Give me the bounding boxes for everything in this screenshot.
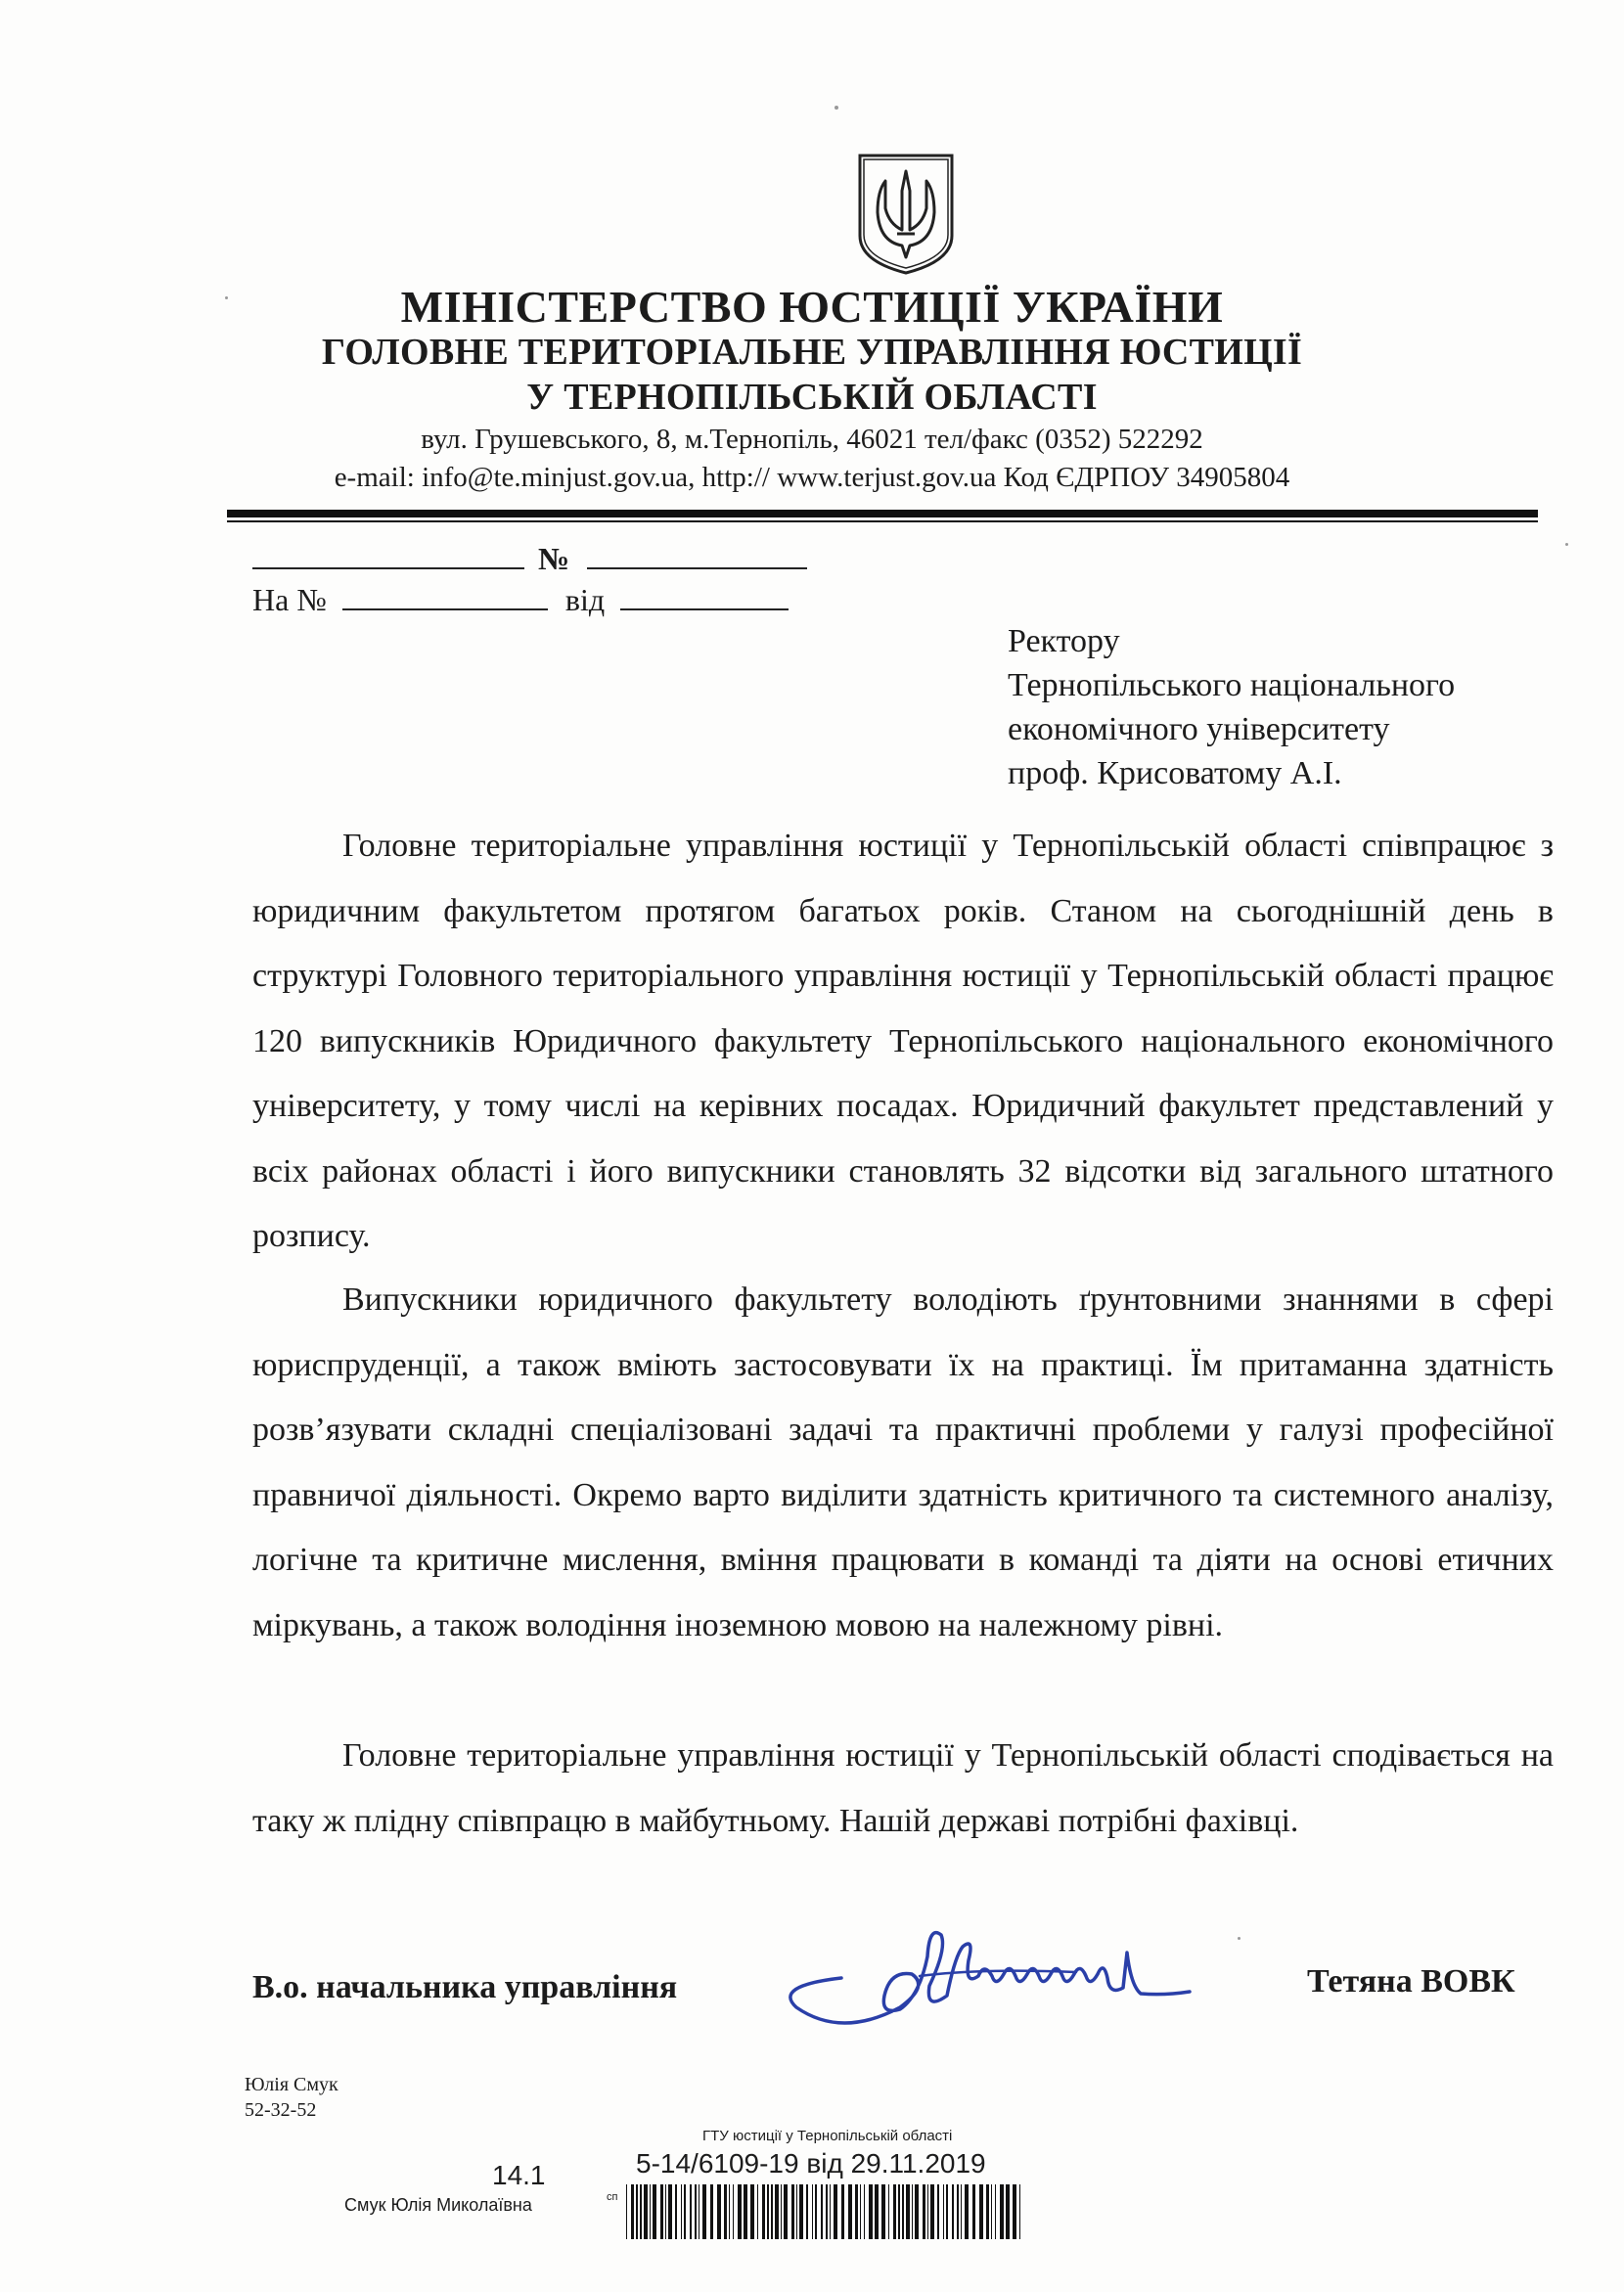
signatory-name: Тетяна ВОВК	[1307, 1963, 1515, 2000]
barcode-bar	[927, 2184, 928, 2239]
body-paragraph-1: Головне територіальне управління юстиції у Тернопільській області співпрацює з юридичним факультетом протягом багатьох років. Станом на сьогоднішній день в структурі Головного територіального управління юстиції у Тернопільській області працює 120 випускників Юридичного факультету Тернопільського національного економічного університету, у тому числі на керівних посадах. Юридичний факультет представлений у всіх районах області і його випускники становлять 32 відсотки від загального штатного розпису.	[252, 828, 1554, 1254]
barcode-bar	[710, 2184, 713, 2239]
barcode-bar	[875, 2184, 879, 2239]
barcode-bar	[729, 2184, 730, 2239]
barcode-bar	[1013, 2184, 1016, 2239]
barcode-bar	[830, 2184, 831, 2239]
reply-number-blank	[342, 579, 548, 610]
barcode-bar	[771, 2184, 773, 2239]
barcode-bar	[799, 2184, 803, 2239]
barcode-bar	[784, 2184, 788, 2239]
barcode-bar	[681, 2184, 682, 2239]
executor-name: Юлія Смук	[245, 2074, 338, 2095]
addressee-line: Тернопільського національного	[1008, 667, 1456, 703]
outgoing-registration	[252, 538, 807, 577]
barcode-bar	[991, 2184, 992, 2239]
barcode-bar	[644, 2184, 648, 2239]
region-title: У ТЕРНОПІЛЬСЬКІЙ ОБЛАСТІ	[526, 377, 1098, 418]
barcode-bar	[1000, 2184, 1004, 2239]
barcode-bar	[812, 2184, 813, 2239]
barcode-bar	[834, 2184, 837, 2239]
contacts-line: e-mail: info@te.minjust.gov.ua, http:// www.terjust.gov.ua Код ЄДРПОУ 34905804	[334, 462, 1290, 493]
barcode-bar	[860, 2184, 861, 2239]
barcode-bar	[893, 2184, 896, 2239]
header-divider	[227, 510, 1538, 517]
barcode-bar	[631, 2184, 634, 2239]
executor-phone: 52-32-52	[245, 2099, 317, 2121]
barcode-bar	[898, 2184, 900, 2239]
stamp-office: ГТУ юстиції у Тернопільській області	[702, 2128, 953, 2144]
barcode-bar	[690, 2184, 692, 2239]
barcode-bar	[915, 2184, 919, 2239]
barcode-bar	[946, 2184, 948, 2239]
barcode-bar	[1006, 2184, 1010, 2239]
barcode-bar	[995, 2184, 996, 2239]
signatory-position: В.о. начальника управління	[252, 1969, 678, 2005]
addressee-line: проф. Крисоватому А.І.	[1008, 755, 1342, 791]
barcode-icon	[626, 2184, 1027, 2239]
barcode-bar	[724, 2184, 727, 2239]
barcode-bar	[902, 2184, 904, 2239]
barcode-bar	[684, 2184, 686, 2239]
barcode-bar	[848, 2184, 852, 2239]
barcode-bar	[937, 2184, 939, 2239]
barcode-bar	[650, 2184, 651, 2239]
addressee-line: Ректору	[1008, 623, 1120, 659]
barcode-bar	[906, 2184, 910, 2239]
ministry-title: МІНІСТЕРСТВО ЮСТИЦІЇ УКРАЇНИ	[400, 282, 1224, 332]
letter-body	[252, 1724, 1554, 1854]
barcode-bar	[626, 2184, 627, 2239]
barcode-bar	[961, 2184, 962, 2239]
barcode-bar	[781, 2184, 782, 2239]
barcode-bar	[750, 2184, 754, 2239]
barcode-bar	[796, 2184, 797, 2239]
barcode-bar	[702, 2184, 706, 2239]
barcode-bar	[986, 2184, 989, 2239]
barcode-bar	[675, 2184, 677, 2239]
scan-speck	[225, 296, 228, 299]
barcode-bar	[869, 2184, 873, 2239]
barcode-bar	[855, 2184, 858, 2239]
reply-date-blank	[620, 579, 789, 610]
department-title: ГОЛОВНЕ ТЕРИТОРІАЛЬНЕ УПРАВЛІННЯ ЮСТИЦІЇ	[321, 332, 1303, 373]
barcode-bar	[636, 2184, 638, 2239]
letter-body	[252, 1268, 1554, 1658]
barcode-bar	[979, 2184, 983, 2239]
barcode-bar	[965, 2184, 969, 2239]
coat-of-arms-icon	[854, 152, 958, 277]
stamp-reg-number: 5-14/6109-19 від 29.11.2019	[636, 2148, 986, 2179]
barcode-bar	[952, 2184, 954, 2239]
barcode-bar	[972, 2184, 975, 2239]
scan-speck	[1238, 1937, 1241, 1940]
barcode-bar	[923, 2184, 925, 2239]
from-label: від	[564, 582, 606, 617]
barcode-bar	[733, 2184, 734, 2239]
barcode-bar	[695, 2184, 697, 2239]
stamp-person: Смук Юлія Миколаївна	[344, 2195, 532, 2215]
barcode-bar	[767, 2184, 769, 2239]
barcode-bar	[957, 2184, 959, 2239]
barcode-bar	[653, 2184, 656, 2239]
address-line: вул. Грушевського, 8, м.Тернопіль, 46021 тел/факс (0352) 522292	[421, 424, 1203, 455]
barcode-bar	[640, 2184, 642, 2239]
barcode-bar	[821, 2184, 823, 2239]
reply-registration	[252, 579, 789, 618]
barcode-bar	[806, 2184, 808, 2239]
letter-body	[252, 814, 1554, 1270]
reply-label: На №	[252, 582, 327, 617]
stamp-code: 14.1	[492, 2160, 546, 2190]
barcode-bar	[744, 2184, 747, 2239]
body-paragraph-3: Головне територіальне управління юстиції у Тернопільській області сподівається на таку ж плідну співпрацю в майбутньому. Нашій державі потрібні фахівці.	[252, 1737, 1554, 1839]
outgoing-date-blank	[252, 538, 524, 569]
scan-speck	[1565, 543, 1568, 546]
scan-speck	[835, 106, 838, 110]
barcode-bar	[717, 2184, 721, 2239]
barcode-bar	[930, 2184, 934, 2239]
addressee-line: економічного університету	[1008, 711, 1390, 747]
barcode-bar	[775, 2184, 779, 2239]
barcode-bar	[841, 2184, 844, 2239]
barcode-bar	[888, 2184, 889, 2239]
barcode-bar	[757, 2184, 758, 2239]
stamp-mark: сп	[607, 2191, 618, 2203]
body-paragraph-2: Випускники юридичного факультету володіють ґрунтовними знаннями в сфері юриспруденції, а також вміють застосовувати їх на практиці. Їм притаманна здатність розв’язувати складні спеціалізовані задачі та практичні проблеми у галузі професійної правничої діяльності. Окремо варто виділити здатність критичного та системного аналізу, логічне та критичне мислення, вміння працювати в команді та діяти на основі етичних міркувань, а також володіння іноземною мовою на належному рівні.	[252, 1281, 1554, 1643]
barcode-bar	[815, 2184, 817, 2239]
barcode-bar	[738, 2184, 742, 2239]
handwritten-signature	[783, 1917, 1213, 2045]
number-sign: №	[538, 541, 570, 576]
barcode-bar	[791, 2184, 794, 2239]
barcode-bar	[826, 2184, 828, 2239]
header-divider-thin	[227, 520, 1538, 522]
barcode-bar	[665, 2184, 666, 2239]
barcode-bar	[943, 2184, 944, 2239]
barcode-bar	[660, 2184, 663, 2239]
barcode-bar	[864, 2184, 865, 2239]
barcode-bar	[1019, 2184, 1020, 2239]
barcode-bar	[668, 2184, 672, 2239]
barcode-bar	[762, 2184, 765, 2239]
outgoing-number-blank	[587, 538, 807, 569]
addressee-block	[1008, 619, 1455, 795]
barcode-bar	[912, 2184, 913, 2239]
barcode-bar	[881, 2184, 885, 2239]
